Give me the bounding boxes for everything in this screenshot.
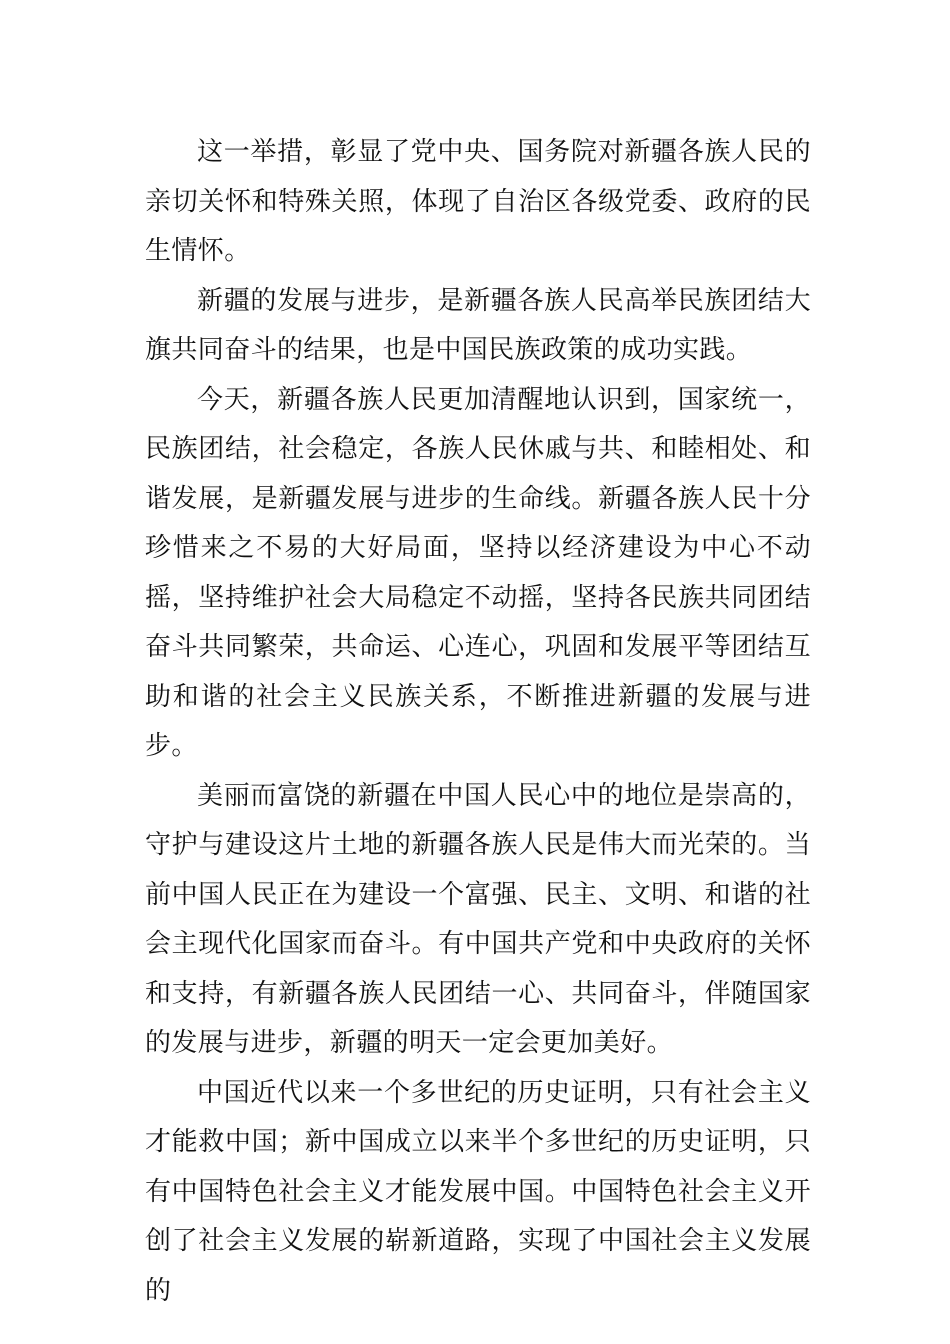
paragraph-1: 这一举措，彰显了党中央、国务院对新疆各族人民的亲切关怀和特殊关照，体现了自治区各级党委、政府的民生情怀。 — [145, 137, 811, 266]
paragraph-2: 新疆的发展与进步，是新疆各族人民高举民族团结大旗共同奋斗的结果，也是中国民族政策的成功实践。 — [145, 285, 811, 365]
paragraph-5: 中国近代以来一个多世纪的历史证明，只有社会主义才能救中国；新中国成立以来半个多世纪的历史证明，只有中国特色社会主义才能发展中国。中国特色社会主义开创了社会主义发展的崭新道路，实现了中国社会主义发展的 — [145, 1077, 811, 1306]
document-body — [145, 128, 811, 1316]
paragraph-4: 美丽而富饶的新疆在中国人民心中的地位是崇高的，守护与建设这片土地的新疆各族人民是伟大而光荣的。当前中国人民正在为建设一个富强、民主、文明、和谐的社会主现代化国家而奋斗。有中国共产党和中央政府的关怀和支持，有新疆各族人民团结一心、共同奋斗，伴随国家的发展与进步，新疆的明天一定会更加美好。 — [145, 780, 811, 1058]
paragraph-3: 今天，新疆各族人民更加清醒地认识到，国家统一，民族团结，社会稳定，各族人民休戚与共、和睦相处、和谐发展，是新疆发展与进步的生命线。新疆各族人民十分珍惜来之不易的大好局面，坚持以经济建设为中心不动摇，坚持维护社会大局稳定不动摇，坚持各民族共同团结奋斗共同繁荣，共命运、心连心，巩固和发展平等团结互助和谐的社会主义民族关系，不断推进新疆的发展与进步。 — [145, 384, 811, 761]
